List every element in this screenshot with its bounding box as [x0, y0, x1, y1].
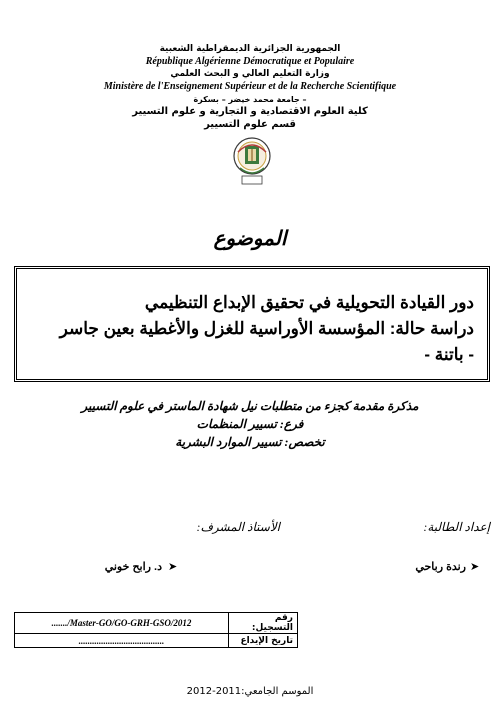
- deposit-date: ......................................: [15, 634, 229, 648]
- registration-number-label: رقم التسجيل:: [229, 613, 298, 634]
- thesis-title-line-1: دور القيادة التحويلية في تحقيق الإبداع التنظيمي: [144, 293, 474, 312]
- student-arrow-icon: ➤: [470, 560, 480, 573]
- university-logo: [232, 134, 272, 186]
- student-name: رندة رباحي: [415, 561, 466, 573]
- ministry-fr: Ministère de l'Enseignement Supérieur et de la Recherche Scientifique: [103, 81, 397, 92]
- republic-fr: République Algérienne Démocratique et Populaire: [145, 56, 355, 67]
- deposit-date-row: [15, 634, 298, 648]
- memo-branch: فرع: تسيير المنظمات: [196, 417, 304, 431]
- subject-label: الموضوع: [213, 226, 287, 250]
- registration-table: [14, 612, 298, 648]
- thesis-title-line-3: - باتنة -: [424, 345, 474, 364]
- supervisor-arrow-icon: ➤: [168, 560, 178, 573]
- department-ar: قسم علوم التسيير: [204, 119, 296, 130]
- memo-line-1: مذكرة مقدمة كجزء من متطلبات نيل شهادة الماستر في علوم التسيير: [81, 399, 419, 413]
- memo-specialization: تخصص: تسيير الموارد البشرية: [175, 435, 325, 449]
- deposit-date-label: تاريخ الإيداع: [229, 634, 298, 648]
- registration-number: ......./Master-GO/GO-GRH-GSO/2012: [15, 613, 229, 634]
- academic-year: الموسم الجامعي:2011-2012: [186, 686, 314, 697]
- republic-ar: الجمهورية الجزائرية الديمقراطية الشعبية: [159, 44, 341, 54]
- university-ar: جامعة محمد خيضر – بسكرة –: [193, 95, 307, 104]
- thesis-title-line-2: دراسة حالة: المؤسسة الأوراسية للغزل والأغطية بعين جاسر: [59, 319, 474, 338]
- registration-row: [15, 613, 298, 634]
- ministry-ar: وزارة التعليم العالي و البحث العلمي: [170, 69, 330, 79]
- supervisor-label: الأستاذ المشرف:: [196, 520, 280, 534]
- supervisor-name: د. رابح خوني: [104, 561, 162, 573]
- faculty-ar: كلية العلوم الاقتصادية و التجارية و علوم التسيير: [132, 106, 368, 117]
- student-label: إعداد الطالبة:: [423, 520, 490, 534]
